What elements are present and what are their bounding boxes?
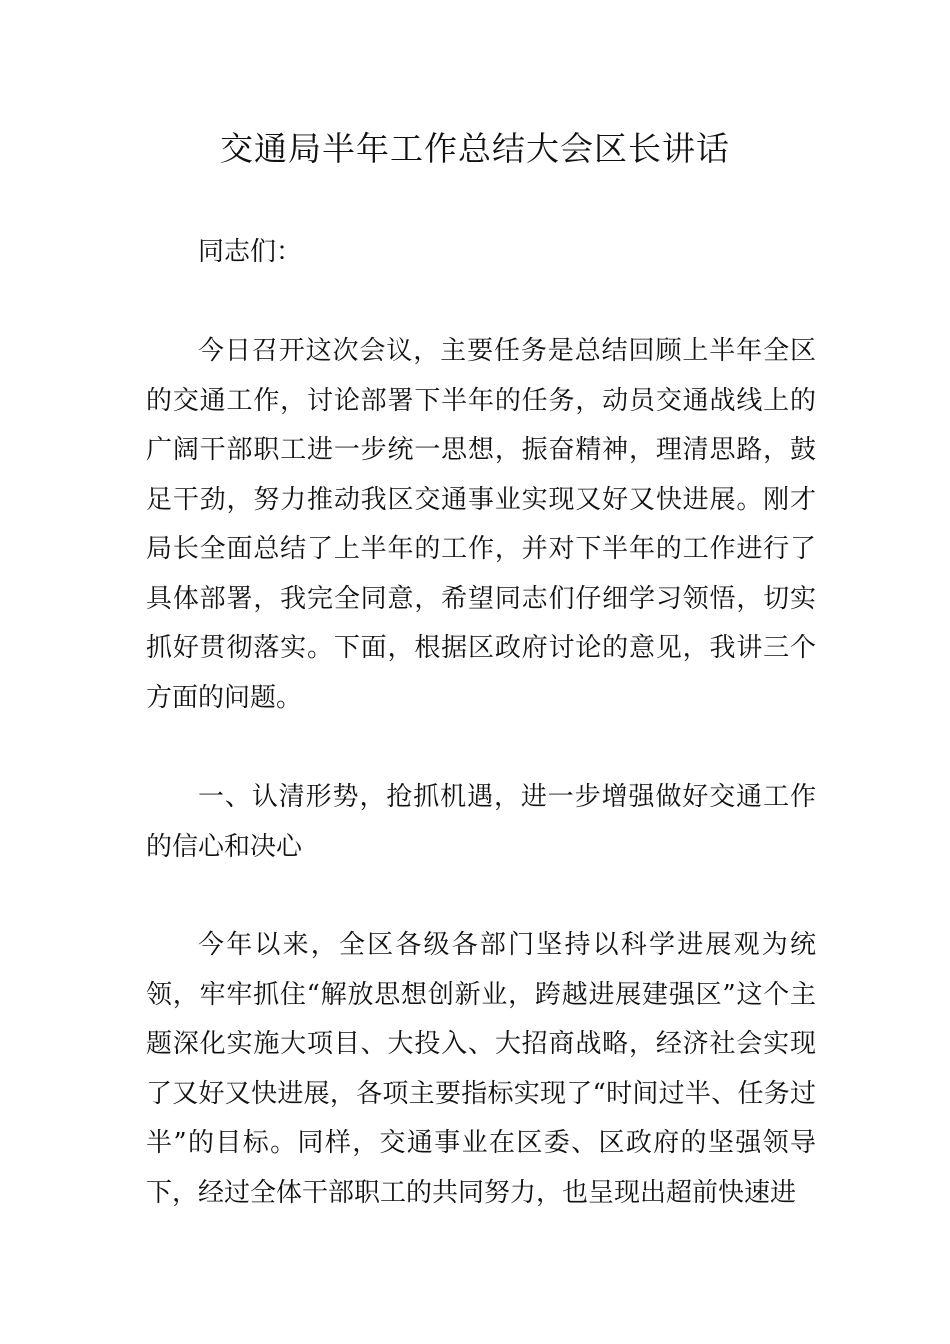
- section-heading-one: 一、认清形势，抢抓机遇，进一步增强做好交通工作的信心和决心: [146, 782, 816, 862]
- document-title: 交通局半年工作总结大会区长讲话: [220, 129, 730, 168]
- salutation: 同志们：: [198, 237, 303, 267]
- paragraph-intro: 今日召开这次会议，主要任务是总结回顾上半年全区的交通工作，讨论部署下半年的任务，动员交通战线上的广阔干部职工进一步统一思想，振奋精神，理清思路，鼓足干劲，努力推动我区交通事业实现又好又快进展。刚才局长全面总结了上半年的工作，并对下半年的工作进行了具体部署，我完全同意，希望同志们仔细学习领悟，切实抓好贯彻落实。下面，根据区政府讨论的意见，我讲三个方面的问题。: [146, 336, 816, 713]
- paragraph-progress: 今年以来，全区各级各部门坚持以科学进展观为统领，牢牢抓住“解放思想创新业，跨越进展建强区”这个主题深化实施大项目、大投入、大招商战略，经济社会实现了又好又快进展，各项主要指标实现了“时间过半、任务过半”的目标。同样，交通事业在区委、区政府的坚强领导下，经过全体干部职工的共同努力，也呈现出超前快速进: [146, 930, 816, 1208]
